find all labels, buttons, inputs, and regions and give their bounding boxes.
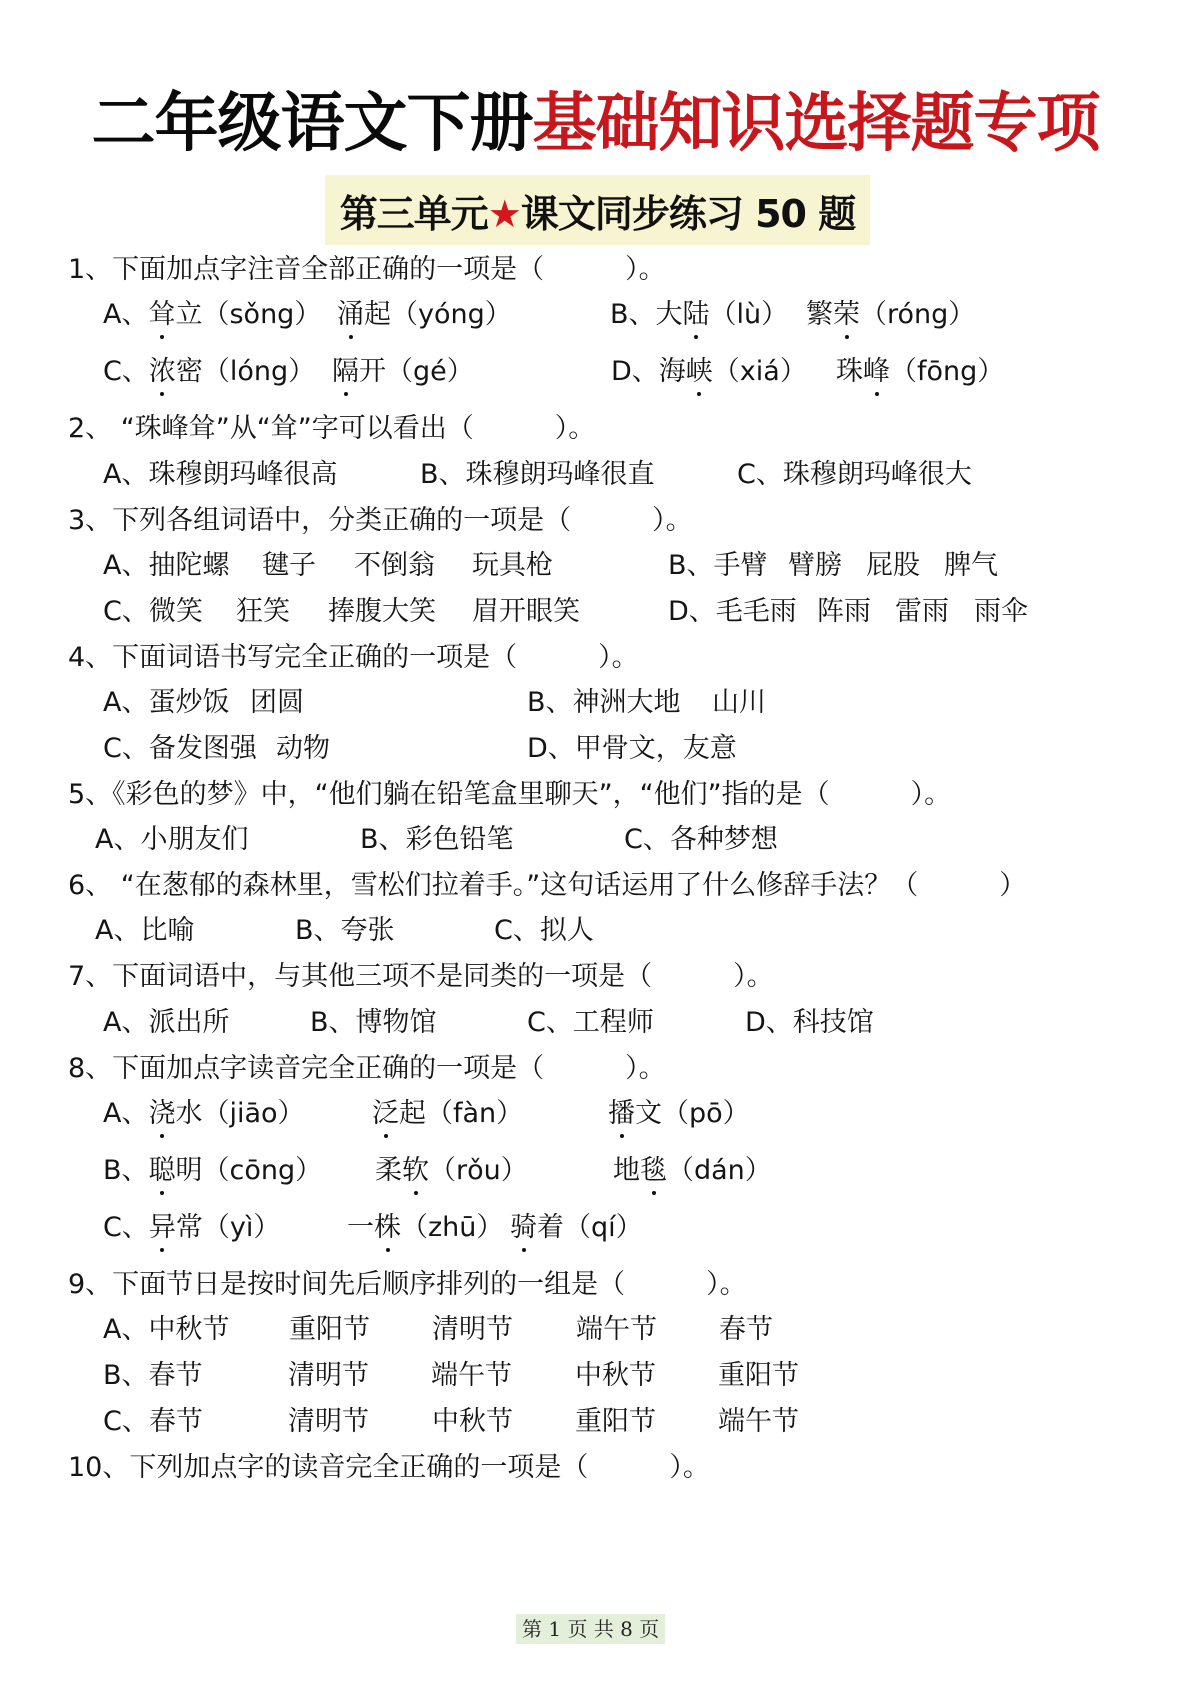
question-9-option-a-word: 清明节 xyxy=(432,1314,513,1345)
question-1-stem: 1、下面加点字注音全部正确的一项是（ ）。 xyxy=(68,254,666,285)
question-9-option-b-word: 重阳节 xyxy=(718,1360,799,1391)
question-4-stem: 4、下面词语书写完全正确的一项是（ ）。 xyxy=(68,642,639,673)
dotted-char: 峡 xyxy=(686,354,713,390)
title-red-part: 基础知识选择题专项 xyxy=(532,87,1100,161)
dotted-char: 峰 xyxy=(863,354,890,390)
question-1-option-a-word2: 涌起（yóng） xyxy=(337,297,512,333)
question-9-option-b-word: 清明节 xyxy=(288,1360,369,1391)
question-6-option-a[interactable]: A、比喻 xyxy=(95,915,195,946)
question-8-option-c-word: 一株（zhū） xyxy=(347,1210,503,1246)
question-2-option-c[interactable]: C、珠穆朗玛峰很大 xyxy=(737,459,972,490)
question-1-option-d[interactable]: D、海峡（xiá） xyxy=(611,354,807,390)
question-4-option-a-word: 团圆 xyxy=(250,687,304,718)
question-8-option-b[interactable]: B、聪明（cōng） xyxy=(103,1153,322,1189)
question-2-stem: 2、 “珠峰耸”从“耸”字可以看出（ ）。 xyxy=(68,413,596,444)
question-5-option-b[interactable]: B、彩色铅笔 xyxy=(360,824,514,855)
title-black-part: 二年级语文下册 xyxy=(91,87,533,161)
question-4-option-a[interactable]: A、蛋炒饭 xyxy=(103,687,230,718)
question-9-option-a-word: 春节 xyxy=(719,1314,773,1345)
dotted-char: 聪 xyxy=(149,1153,176,1189)
question-3-option-d-word: 阵雨 xyxy=(817,596,871,627)
subtitle xyxy=(340,183,855,238)
question-9-option-c-word: 中秋节 xyxy=(432,1406,513,1437)
question-5-option-a[interactable]: A、小朋友们 xyxy=(95,824,249,855)
question-9-option-b-word: 端午节 xyxy=(431,1360,512,1391)
dotted-char: 异 xyxy=(149,1210,176,1246)
question-3-option-c-word: 狂笑 xyxy=(236,596,290,627)
question-3-option-c[interactable]: C、微笑 xyxy=(103,596,203,627)
dotted-char: 浓 xyxy=(149,354,176,390)
question-3-option-d-word: 雨伞 xyxy=(974,596,1028,627)
subtitle-unit: 第三单元 xyxy=(339,191,488,236)
question-4-option-b-word: 山川 xyxy=(712,687,766,718)
question-9-option-c-word: 端午节 xyxy=(718,1406,799,1437)
dotted-char: 播 xyxy=(608,1096,635,1132)
question-1-option-c-word2: 隔开（gé） xyxy=(332,354,474,390)
question-9-stem: 9、下面节日是按时间先后顺序排列的一组是（ ）。 xyxy=(68,1269,747,1300)
question-3-option-b[interactable]: B、手臂 xyxy=(668,550,768,581)
question-8-stem: 8、下面加点字读音完全正确的一项是（ ）。 xyxy=(68,1053,666,1084)
question-8-option-c[interactable]: C、异常（yì） xyxy=(103,1210,280,1246)
dotted-char: 荣 xyxy=(833,297,860,333)
dotted-char: 毯 xyxy=(640,1153,667,1189)
dotted-char: 涌 xyxy=(337,297,364,333)
question-9-option-a-word: 端午节 xyxy=(576,1314,657,1345)
question-3-option-d-word: 雷雨 xyxy=(895,596,949,627)
question-3-option-d[interactable]: D、毛毛雨 xyxy=(668,596,797,627)
dotted-char: 隔 xyxy=(332,354,359,390)
dotted-char: 软 xyxy=(402,1153,429,1189)
dotted-char: 泛 xyxy=(372,1096,399,1132)
star-icon: ★ xyxy=(487,191,521,236)
page-footer: 第 1 页 共 8 页 xyxy=(516,1614,665,1644)
question-9-option-b[interactable]: B、春节 xyxy=(103,1360,203,1391)
question-3-option-c-word: 捧腹大笑 xyxy=(328,596,436,627)
question-3-option-a-word: 不倒翁 xyxy=(354,550,435,581)
question-6-option-b[interactable]: B、夸张 xyxy=(295,915,395,946)
question-6-stem: 6、 “在葱郁的森林里，雪松们拉着手。”这句话运用了什么修辞手法？（ ） xyxy=(68,870,1027,901)
question-9-option-c-word: 清明节 xyxy=(288,1406,369,1437)
question-9-option-b-word: 中秋节 xyxy=(575,1360,656,1391)
question-3-option-b-word: 臂膀 xyxy=(788,550,842,581)
question-9-option-c[interactable]: C、春节 xyxy=(103,1406,203,1437)
question-3-option-a[interactable]: A、抽陀螺 xyxy=(103,550,230,581)
question-7-option-b[interactable]: B、博物馆 xyxy=(310,1007,437,1038)
question-7-option-d[interactable]: D、科技馆 xyxy=(745,1007,874,1038)
question-9-option-a-word: 重阳节 xyxy=(289,1314,370,1345)
question-2-option-b[interactable]: B、珠穆朗玛峰很直 xyxy=(420,459,655,490)
question-4-option-c[interactable]: C、备发图强 xyxy=(103,733,257,764)
question-5-stem: 5、《彩色的梦》中，“他们躺在铅笔盒里聊天”，“他们”指的是（ ）。 xyxy=(68,779,952,810)
question-1-option-c[interactable]: C、浓密（lóng） xyxy=(103,354,315,390)
dotted-char: 骑 xyxy=(510,1210,537,1246)
question-8-option-b-word: 地毯（dán） xyxy=(613,1153,772,1189)
question-7-option-c[interactable]: C、工程师 xyxy=(527,1007,654,1038)
page-title xyxy=(0,84,1191,164)
question-1-option-b[interactable]: B、大陆（lù） xyxy=(610,297,788,333)
question-10-stem: 10、下列加点字的读音完全正确的一项是（ ）。 xyxy=(68,1452,710,1483)
question-4-option-d[interactable]: D、甲骨文，友意 xyxy=(527,733,737,764)
question-8-option-a-word: 播文（pō） xyxy=(608,1096,750,1132)
dotted-char: 浇 xyxy=(148,1096,175,1132)
question-6-option-c[interactable]: C、拟人 xyxy=(494,915,594,946)
question-3-option-b-word: 屁股 xyxy=(866,550,920,581)
question-1-option-a[interactable]: A、耸立（sǒng） xyxy=(103,297,321,333)
question-8-option-a[interactable]: A、浇水（jiāo） xyxy=(103,1096,305,1132)
question-7-stem: 7、下面词语中，与其他三项不是同类的一项是（ ）。 xyxy=(68,961,774,992)
question-3-option-b-word: 脾气 xyxy=(944,550,998,581)
question-8-option-c-word: 骑着（qí） xyxy=(510,1210,643,1246)
question-3-option-a-word: 玩具枪 xyxy=(472,550,553,581)
subtitle-text: 课文同步练习 50 题 xyxy=(520,191,856,236)
question-1-option-b-word2: 繁荣（róng） xyxy=(806,297,975,333)
question-7-option-a[interactable]: A、派出所 xyxy=(103,1007,230,1038)
question-3-stem: 3、下列各组词语中，分类正确的一项是（ ）。 xyxy=(68,505,693,536)
dotted-char: 陆 xyxy=(683,297,710,333)
question-3-option-a-word: 毽子 xyxy=(262,550,316,581)
question-1-option-d-word2: 珠峰（fōng） xyxy=(836,354,1004,390)
question-2-option-a[interactable]: A、珠穆朗玛峰很高 xyxy=(103,459,338,490)
dotted-char: 耸 xyxy=(148,297,175,333)
question-4-option-c-word: 动物 xyxy=(276,733,330,764)
dotted-char: 株 xyxy=(374,1210,401,1246)
question-8-option-a-word: 泛起（fàn） xyxy=(372,1096,523,1132)
question-9-option-a[interactable]: A、中秋节 xyxy=(103,1314,230,1345)
subtitle-banner xyxy=(325,175,870,245)
question-5-option-c[interactable]: C、各种梦想 xyxy=(624,824,778,855)
question-9-option-c-word: 重阳节 xyxy=(575,1406,656,1437)
question-4-option-b[interactable]: B、神洲大地 xyxy=(527,687,681,718)
question-3-option-c-word: 眉开眼笑 xyxy=(472,596,580,627)
question-8-option-b-word: 柔软（rǒu） xyxy=(375,1153,528,1189)
